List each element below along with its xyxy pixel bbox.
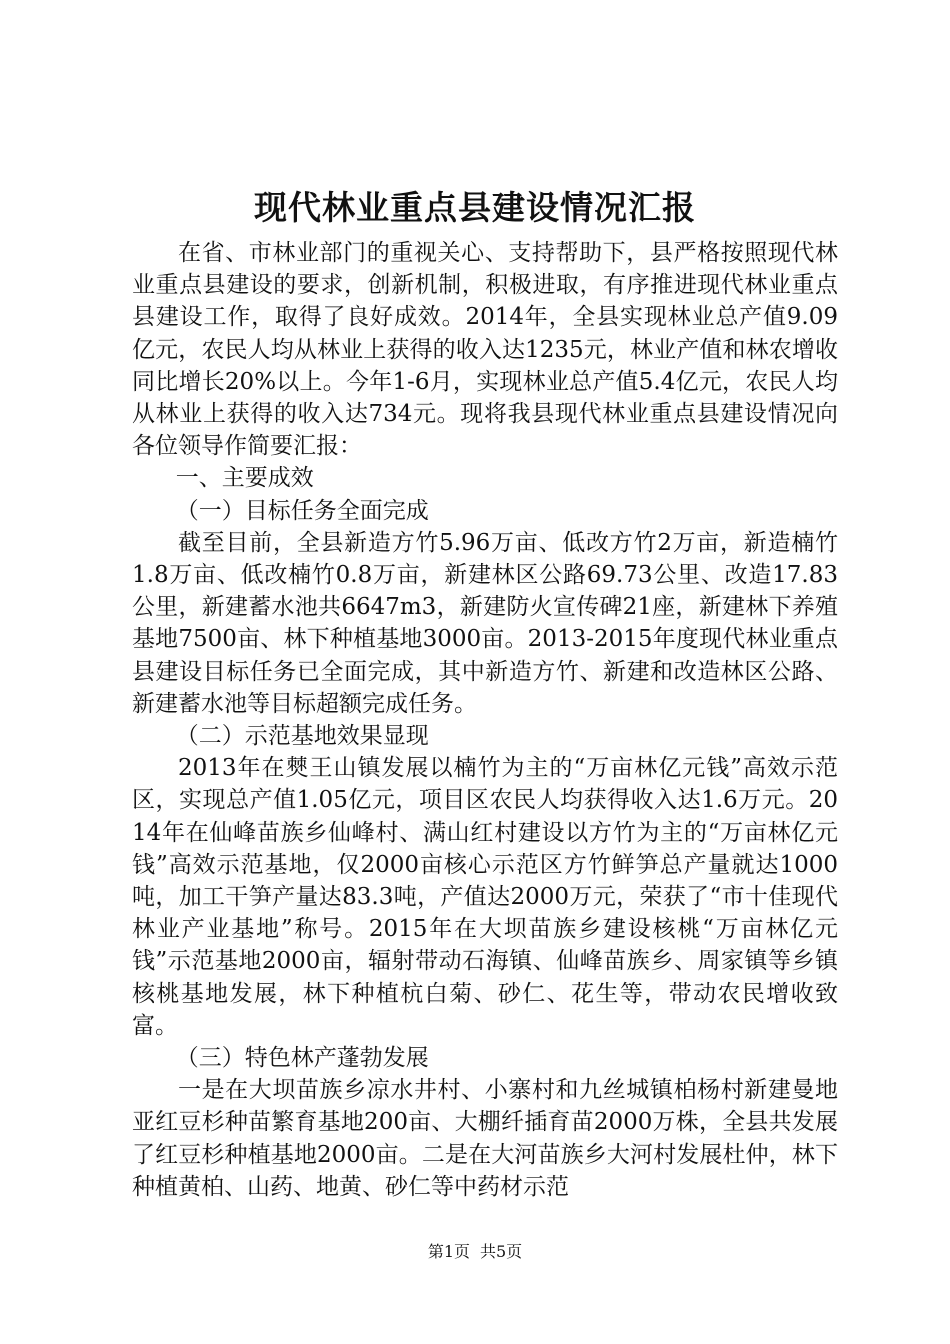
page-number: 第1页 [427, 1242, 470, 1261]
subsection-heading: （二）示范基地效果显现 [175, 723, 429, 750]
intro-paragraph: 在省、市林业部门的重视关心、支持帮助下，县严格按照现代林业重点县建设的要求，创新机制，积极进取，有序推进现代林业重点县建设工作，取得了良好成效。2014年，全县实现林业总产值9.09亿元，农民人均从林业上获得的收入达1235元，林业产值和林农增收同比增长20%以上。今年1-6月，实现林业总产值5.4亿元，农民人均从林业上获得的收入达734元。现将我县现代林业重点县建设情况向各位领导作简要汇报： [132, 240, 838, 460]
body-paragraph: 截至目前，全县新造方竹5.96万亩、低改方竹2万亩，新造楠竹1.8万亩、低改楠竹0.8万亩，新建林区公路69.73公里、改造17.83公里，新建蓄水池共6647m3，新建防火宣传碑21座，新建林下养殖基地7500亩、林下种植基地3000亩。2013-2015年度现代林业重点县建设目标任务已全面完成，其中新造方竹、新建和改造林区公路、新建蓄水池等目标超额完成任务。 [132, 529, 838, 717]
body-paragraph: 一是在大坝苗族乡凉水井村、小寨村和九丝城镇柏杨村新建曼地亚红豆杉种苗繁育基地200亩、大棚纤插育苗2000万株，全县共发展了红豆杉种植基地2000亩。二是在大河苗族乡大河村发展杜仲，林下种植黄柏、山药、地黄、砂仁等中药材示范 [132, 1077, 838, 1200]
subsection-heading: （一）目标任务全面完成 [175, 497, 429, 524]
body-paragraph: 2013年在僰王山镇发展以楠竹为主的“万亩林亿元钱”高效示范区，实现总产值1.05亿元，项目区农民人均获得收入达1.6万元。2014年在仙峰苗族乡仙峰村、满山红村建设以方竹为主的“万亩林亿元钱”高效示范基地，仅2000亩核心示范区方竹鲜笋总产量就达1000吨，加工干笋产量达83.3吨，产值达2000万元，荣获了“市十佳现代林业产业基地”称号。2015年在大坝苗族乡建设核桃“万亩林亿元钱”示范基地2000亩，辐射带动石海镇、仙峰苗族乡、周家镇等乡镇核桃基地发展，林下种植杭白菊、砂仁、花生等，带动农民增收致富。 [132, 755, 838, 1039]
section-heading: 一、主要成效 [175, 465, 314, 492]
page-total: 共5页 [480, 1242, 523, 1261]
subsection-heading: （三）特色林产蓬勃发展 [175, 1045, 429, 1072]
page-footer [0, 1241, 950, 1263]
document-title: 现代林业重点县建设情况汇报 [254, 188, 696, 227]
document-body [132, 237, 838, 1203]
